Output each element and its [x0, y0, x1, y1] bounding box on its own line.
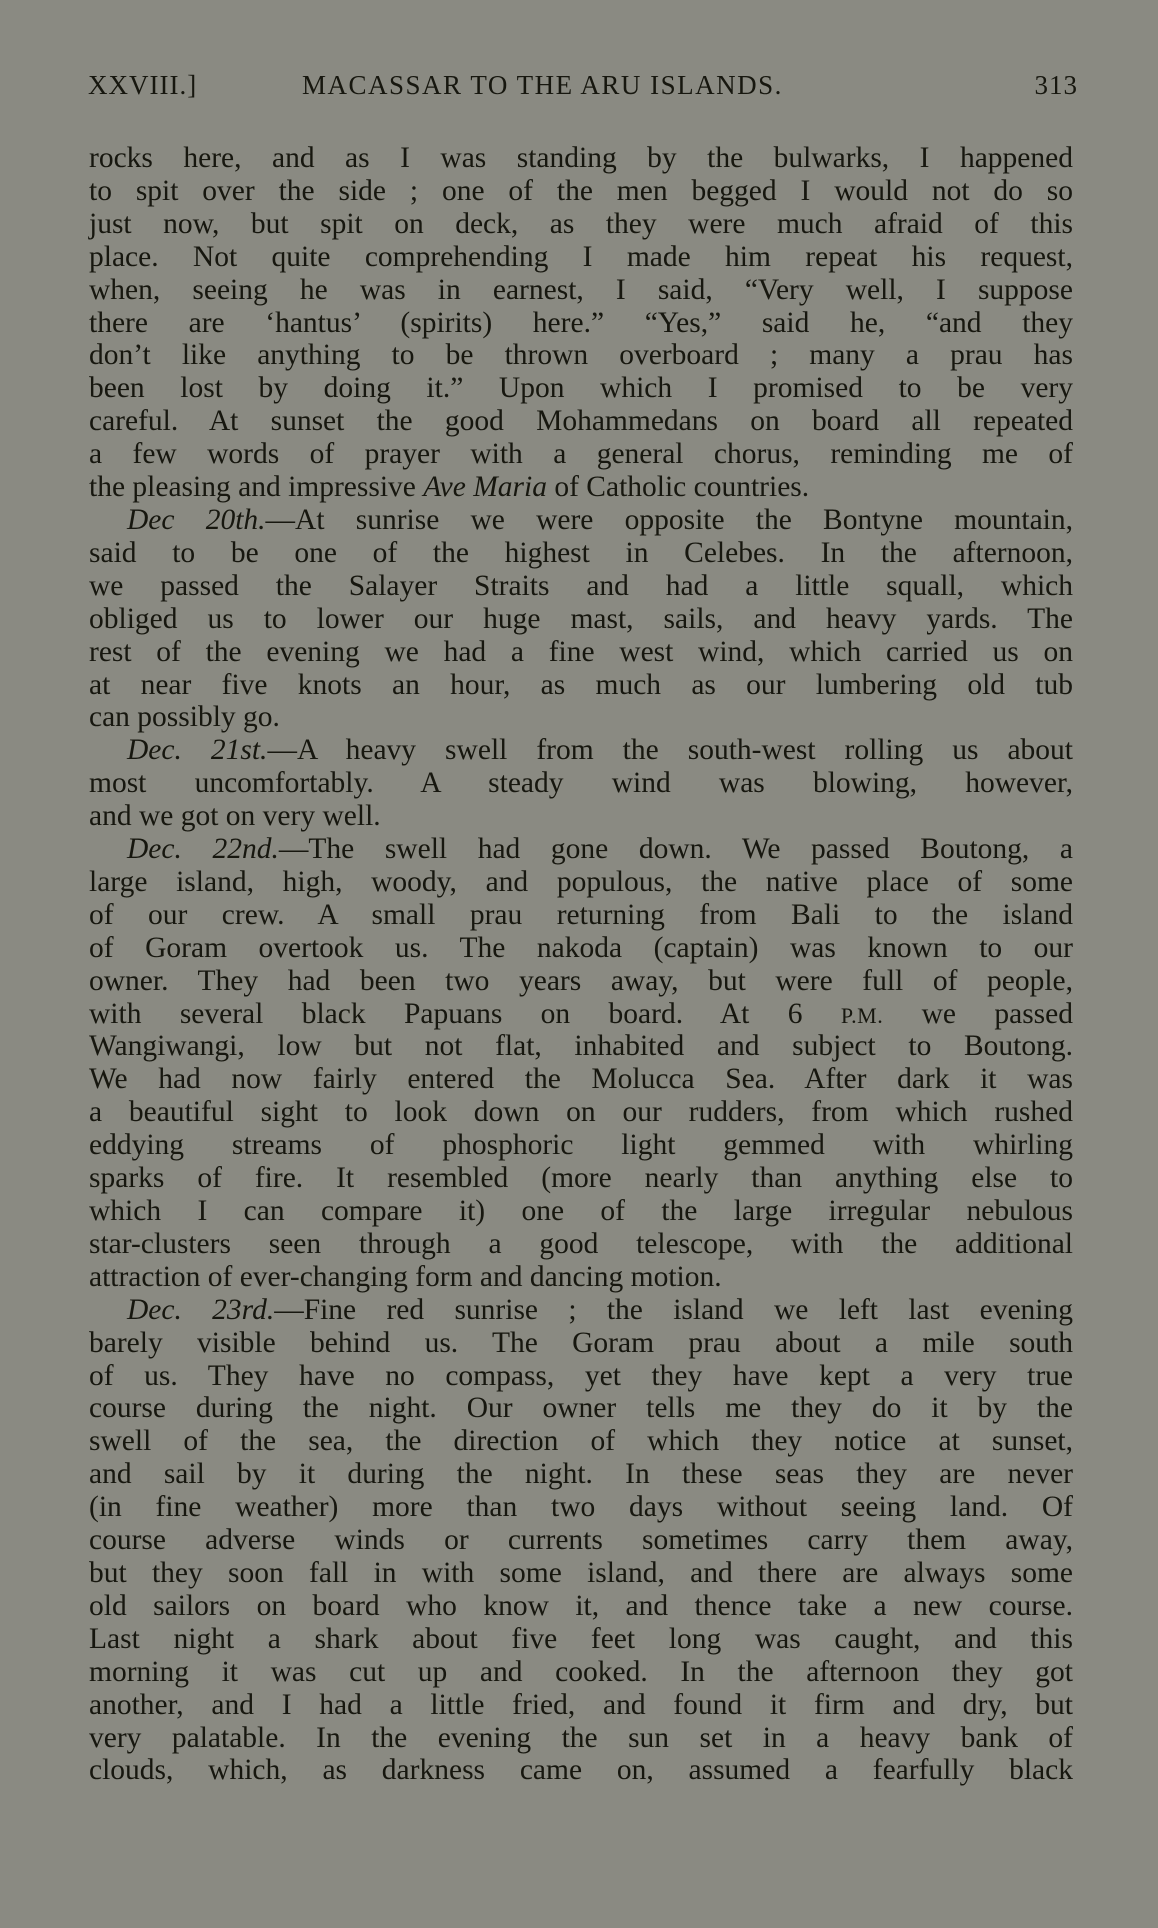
text-line: star-clusters seen through a good telescope, with the additional: [89, 1227, 1073, 1260]
text-line: [89, 998, 1073, 1031]
text-line: (in fine weather) more than two days without seeing land. Of: [89, 1491, 1073, 1524]
text-line: very palatable. In the evening the sun set in a heavy bank of: [89, 1721, 1073, 1754]
text-line: when, seeing he was in earnest, I said, “Very well, I suppose: [89, 273, 1073, 306]
text-line: rest of the evening we had a fine west wind, which carried us on: [89, 635, 1073, 668]
text-line: attraction of ever-changing form and dancing motion.: [89, 1260, 722, 1293]
text-line: careful. At sunset the good Mohammedans on board all repeated: [89, 405, 1073, 438]
text-line: said to be one of the highest in Celebes. In the afternoon,: [89, 536, 1073, 569]
text-line: another, and I had a little fried, and found it firm and dry, but: [89, 1688, 1073, 1721]
text-line: place. Not quite comprehending I made him repeat his request,: [89, 240, 1073, 273]
text-line: clouds, which, as darkness came on, assumed a fearfully black: [89, 1754, 1073, 1787]
text-fragment: of Catholic countries.: [546, 471, 810, 504]
text-line: old sailors on board who know it, and thence take a new course.: [89, 1589, 1073, 1622]
text-line: a few words of prayer with a general chorus, reminding me of: [89, 438, 1073, 471]
text-line: [89, 1294, 1073, 1327]
text-fragment: the pleasing and impressive: [89, 471, 424, 504]
text-line: a beautiful sight to look down on our rudders, from which rushed: [89, 1096, 1073, 1129]
italic-phrase: Ave Maria: [423, 471, 547, 504]
text-line: of us. They have no compass, yet they have kept a very true: [89, 1359, 1073, 1392]
text-line: [89, 471, 1073, 504]
text-line: [89, 504, 1073, 537]
text-line: barely visible behind us. The Goram prau about a mile south: [89, 1326, 1073, 1359]
body-text: [89, 142, 1073, 1787]
text-line: there are ‘hantus’ (spirits) here.” “Yes,” said he, “and they: [89, 306, 1073, 339]
text-line: and we got on very well.: [89, 800, 381, 833]
text-line: but they soon fall in with some island, and there are always some: [89, 1556, 1073, 1589]
text-fragment: with several black Papuans on board. At 6: [89, 997, 841, 1030]
text-line: [89, 833, 1073, 866]
text-line: of Goram overtook us. The nakoda (captain) was known to our: [89, 931, 1073, 964]
text-line: morning it was cut up and cooked. In the afternoon they got: [89, 1655, 1073, 1688]
chapter-number: XXVIII.]: [88, 70, 198, 100]
text-line: to spit over the side ; one of the men begged I would not do so: [89, 174, 1073, 207]
text-line: swell of the sea, the direction of which they notice at sunset,: [89, 1425, 1073, 1458]
text-line: We had now fairly entered the Molucca Sea. After dark it was: [89, 1063, 1073, 1096]
text-line: rocks here, and as I was standing by the bulwarks, I happened: [89, 142, 1073, 174]
text-line: large island, high, woody, and populous, the native place of some: [89, 865, 1073, 898]
text-line: which I can compare it) one of the large irregular nebulous: [89, 1195, 1073, 1227]
text-line: [89, 734, 1073, 767]
date-heading: Dec. 21st.: [127, 734, 268, 767]
date-heading: Dec 20th.: [127, 503, 266, 536]
text-line: sparks of fire. It resembled (more nearly than anything else to: [89, 1162, 1073, 1195]
text-line: eddying streams of phosphoric light gemmed with whirling: [89, 1129, 1073, 1162]
text-line: course adverse winds or currents sometimes carry them away,: [89, 1524, 1073, 1557]
text-line: Wangiwangi, low but not flat, inhabited and subject to Boutong.: [89, 1030, 1073, 1063]
text-fragment: —The swell had gone down. We passed Boutong, a: [278, 833, 1073, 866]
text-line: been lost by doing it.” Upon which I promised to be very: [89, 372, 1073, 405]
date-heading: Dec. 23rd.: [127, 1293, 275, 1326]
text-line: obliged us to lower our huge mast, sails, and heavy yards. The: [89, 602, 1073, 635]
text-fragment: we passed: [883, 997, 1073, 1030]
text-line: owner. They had been two years away, but were full of people,: [89, 964, 1073, 997]
text-line: we passed the Salayer Straits and had a little squall, which: [89, 569, 1073, 602]
text-line: just now, but spit on deck, as they were much afraid of this: [89, 207, 1073, 240]
date-heading: Dec. 22nd.: [127, 833, 279, 866]
small-caps-pm: P.M.: [840, 1002, 884, 1028]
text-line: and sail by it during the night. In these seas they are never: [89, 1458, 1073, 1491]
page-number: 313: [1034, 70, 1078, 100]
text-line: of our crew. A small prau returning from Bali to the island: [89, 898, 1073, 931]
text-line: course during the night. Our owner tells me they do it by the: [89, 1392, 1073, 1425]
text-line: don’t like anything to be thrown overboard ; many a prau has: [89, 339, 1073, 372]
running-title: MACASSAR TO THE ARU ISLANDS.: [302, 70, 783, 100]
text-line: most uncomfortably. A steady wind was blowing, however,: [89, 767, 1073, 800]
text-line: Last night a shark about five feet long was caught, and this: [89, 1622, 1073, 1655]
running-head: [88, 70, 1078, 110]
text-fragment: —A heavy swell from the south-west rolling us about: [267, 734, 1074, 767]
text-fragment: —Fine red sunrise ; the island we left last evening: [274, 1293, 1073, 1326]
text-fragment: —At sunrise we were opposite the Bontyne mountain,: [265, 503, 1073, 536]
text-line: at near five knots an hour, as much as our lumbering old tub: [89, 668, 1073, 701]
text-line: can possibly go.: [89, 701, 280, 734]
